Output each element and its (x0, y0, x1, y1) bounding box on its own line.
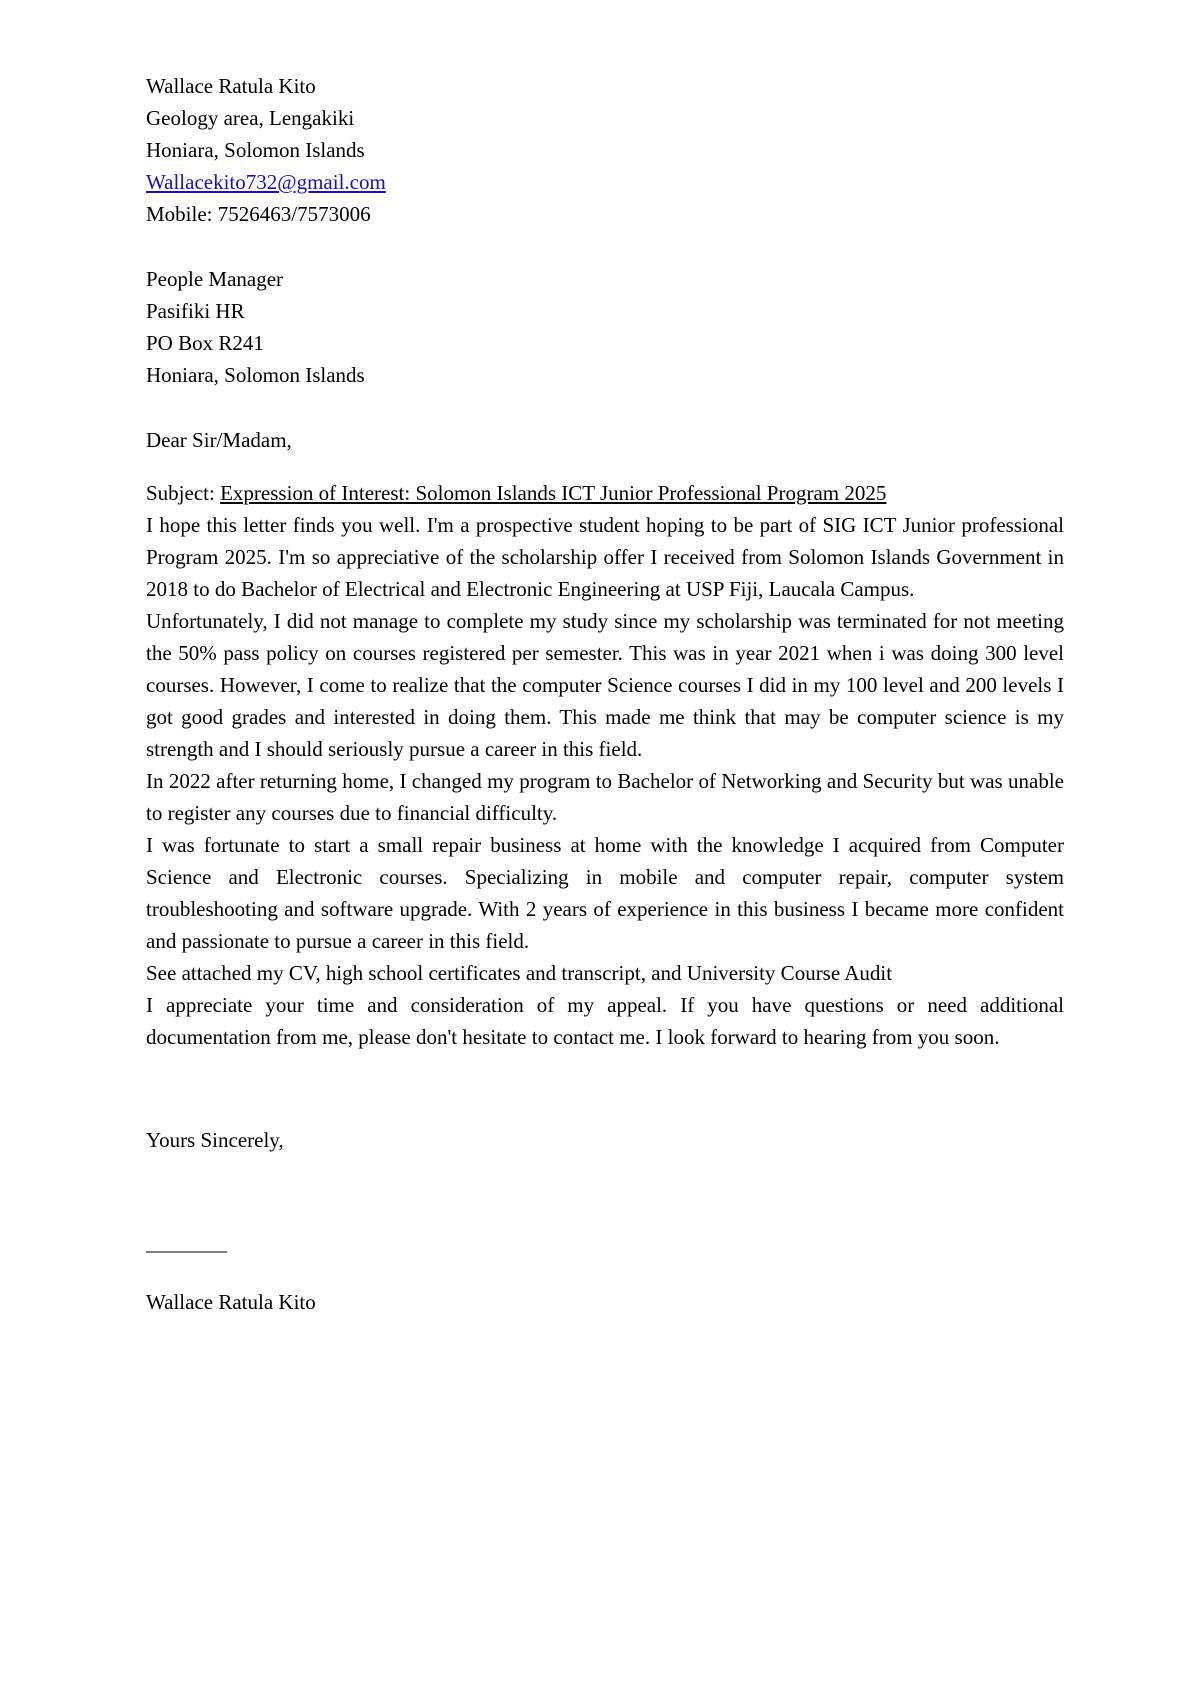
recipient-organization: Pasifiki HR (146, 299, 245, 323)
body-paragraph-2: Unfortunately, I did not manage to complete my study since my scholarship was terminated for not meeting the 50% pass policy on courses registered per semester. This was in year 2021 when i was doing 300 level courses. However, I come to realize that the computer Science courses I did in my 100 level and 200 levels I got good grades and interested in doing them. This made me think that may be computer science is my strength and I should seriously pursue a career in this field. (146, 609, 1064, 761)
signature-line: ———— (146, 1238, 226, 1262)
body-paragraph-4: I was fortunate to start a small repair business at home with the knowledge I acquired from Computer Science and Electronic courses. Specializing in mobile and computer repair, computer system troubleshooting and software upgrade. With 2 years of experience in this business I became more confident and passionate to pursue a career in this field. (146, 833, 1064, 953)
sender-address-block (146, 70, 1064, 230)
sender-mobile: Mobile: 7526463/7573006 (146, 202, 371, 226)
recipient-city: Honiara, Solomon Islands (146, 363, 365, 387)
sender-email-link[interactable]: Wallacekito732@gmail.com (146, 170, 386, 194)
body-paragraph-1: I hope this letter finds you well. I'm a prospective student hoping to be part of SIG ICT Junior professional Program 2025. I'm so appreciative of the scholarship offer I received from Solomon Islands Government in 2018 to do Bachelor of Electrical and Electronic Engineering at USP Fiji, Laucala Campus. (146, 513, 1064, 601)
sender-address-line2: Honiara, Solomon Islands (146, 138, 365, 162)
body-paragraph-6: I appreciate your time and consideration of my appeal. If you have questions or need additional documentation from me, please don't hesitate to contact me. I look forward to hearing from you soon. (146, 993, 1064, 1049)
body-paragraph-3: In 2022 after returning home, I changed my program to Bachelor of Networking and Security but was unable to register any courses due to financial difficulty. (146, 769, 1064, 825)
signature-name: Wallace Ratula Kito (146, 1290, 316, 1314)
closing: Yours Sincerely, (146, 1128, 284, 1152)
letter-content (146, 70, 1064, 1318)
recipient-address-block (146, 263, 1064, 391)
recipient-title: People Manager (146, 267, 284, 291)
subject-line (146, 477, 1064, 509)
body-paragraph-5: See attached my CV, high school certificates and transcript, and University Course Audit (146, 961, 893, 985)
salutation: Dear Sir/Madam, (146, 428, 292, 452)
subject-text: Expression of Interest: Solomon Islands ICT Junior Professional Program 2025 (220, 481, 887, 505)
sender-address-line1: Geology area, Lengakiki (146, 106, 355, 130)
subject-label: Subject: (146, 481, 221, 505)
sender-name: Wallace Ratula Kito (146, 74, 316, 98)
recipient-po-box: PO Box R241 (146, 331, 264, 355)
